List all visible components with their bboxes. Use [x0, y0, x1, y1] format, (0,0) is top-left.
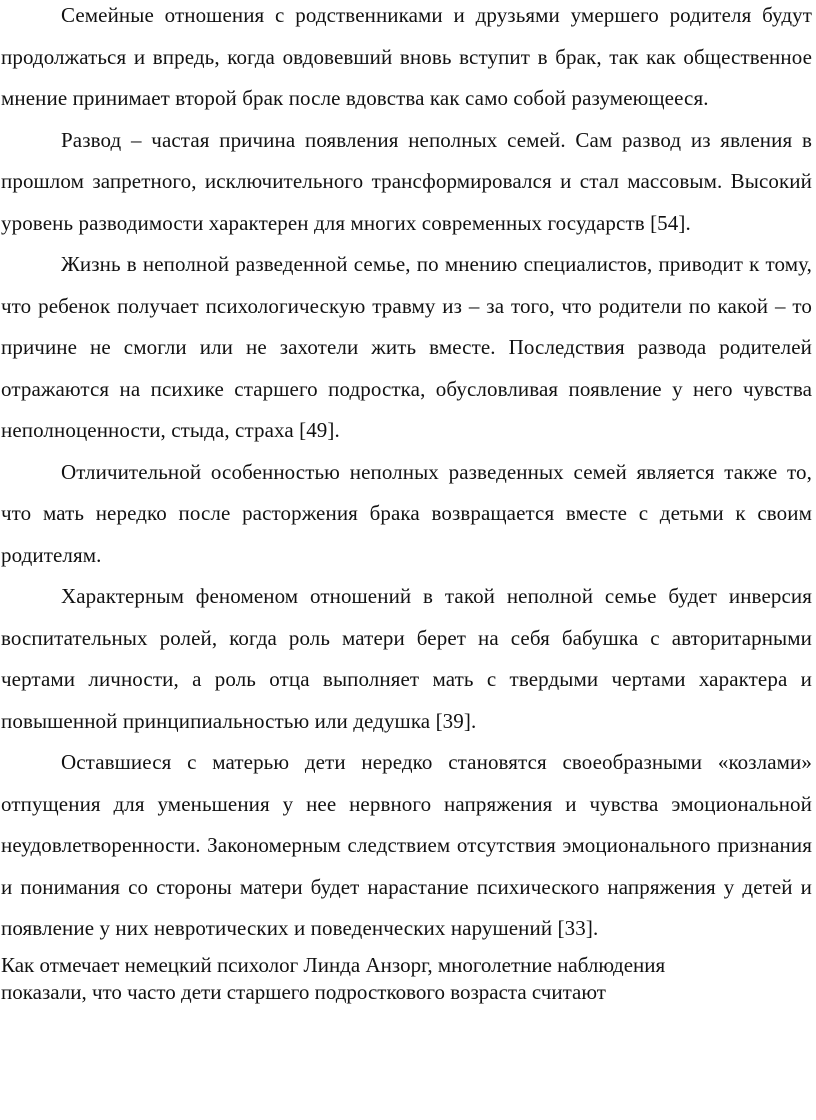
paragraph-5: Характерным феноменом отношений в такой неполной семье будет инверсия воспитательных ролей, когда роль матери берет на себя бабушка с авторитарными чертами личности, а роль отца выполняет мать с твердыми чертами характера и повышенной принципиальностью или дедушка [39].	[1, 584, 812, 733]
paragraph-2: Развод – частая причина появления неполных семей. Сам развод из явления в прошлом запретного, исключительного трансформировался и стал массовым. Высокий уровень разводимости характерен для многих современных государств [54].	[1, 127, 812, 235]
paragraph-1: Семейные отношения с родственниками и друзьями умершего родителя будут продолжаться и впредь, когда овдовевший вновь вступит в брак, так как общественное мнение принимает второй брак после вдовства как само собой разумеющееся.	[1, 3, 812, 110]
paragraph-4: Отличительной особенностью неполных разведенных семей является также то, что мать нередко после расторжения брака возвращается вместе с детьми к своим родителям.	[1, 459, 812, 567]
paragraph-6: Оставшиеся с матерью дети нередко становятся своеобразными «козлами» отпущения для уменьшения у нее нервного напряжения и чувства эмоциональной неудовлетворенности. Закономерным следствием отсутствия эмоционального признания и понимания со стороны матери будет нарастание психического напряжения у детей и появление у них невротических и поведенческих нарушений [33].	[1, 750, 812, 940]
paragraph-3: Жизнь в неполной разведенной семье, по мнению специалистов, приводит к тому, что ребенок получает психологическую травму из – за того, что родители по какой – то причине не смогли или не захотели жить вместе. Последствия развода родителей отражаются на психике старшего подростка, обусловливая появление у него чувства неполноценности, стыда, страха [49].	[1, 252, 812, 442]
trailing-paragraph: Как отмечает немецкий психолог Линда Анзорг, многолетние наблюдения показали, что часто дети старшего подросткового возраста считают	[1, 952, 666, 1004]
